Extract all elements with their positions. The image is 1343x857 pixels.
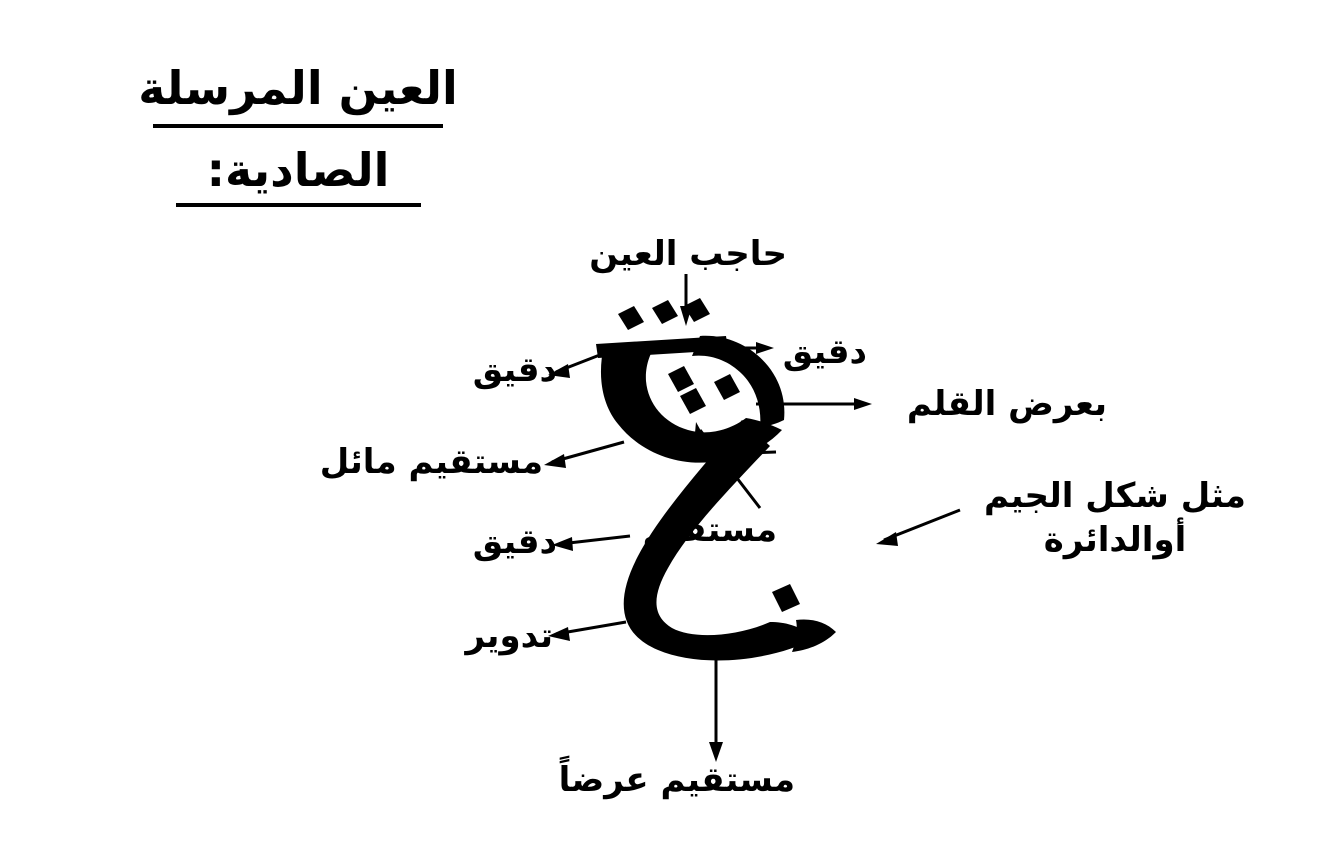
label-mithl-shakl-jim: مثل شكل الجيم أوالدائرة	[984, 476, 1246, 561]
label-daqiq-top: دقيق	[472, 350, 557, 390]
label-mustaqim-ardan: مستقيم عرضاً	[558, 760, 795, 800]
label-bi-ard-qalam: بعرض القلم	[906, 384, 1107, 424]
label-mustaqim-mail: مستقيم مائل	[319, 442, 543, 482]
label-tadwir: تدوير	[465, 616, 553, 656]
label-mustaqim: مستقيم	[642, 510, 777, 550]
label-hajib-al-ain: حاجب العين	[589, 234, 787, 274]
label-daqiq-mid: دقيق	[472, 522, 557, 562]
title-line-1: العين المرسلة	[138, 61, 458, 115]
label-daqiq-right: دقيق	[782, 332, 867, 372]
title-line-2: الصادية:	[206, 142, 390, 197]
